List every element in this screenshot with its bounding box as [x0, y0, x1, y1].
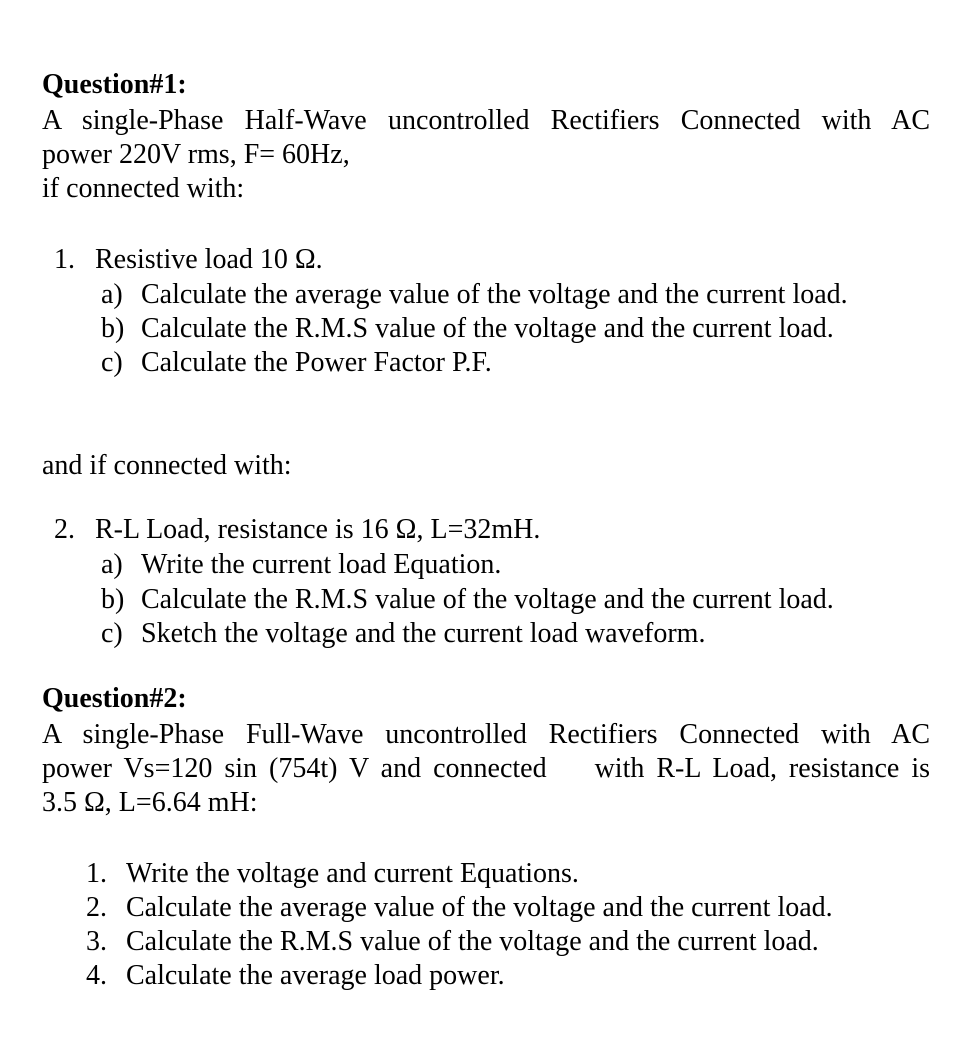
- question2-intro: [42, 718, 930, 820]
- list-marker: a): [101, 279, 123, 310]
- list-marker: b): [101, 313, 125, 344]
- question2-heading: Question#2:: [42, 683, 187, 714]
- list-marker: c): [101, 618, 123, 649]
- list-item-text: Resistive load 10 Ω.: [95, 244, 323, 275]
- list-marker: 3.: [86, 926, 107, 957]
- question2-intro-line1: A single-Phase Full-Wave uncontrolled Rectifiers Connected with AC: [42, 719, 930, 750]
- list-item-text: Calculate the average load power.: [126, 960, 505, 991]
- list-marker: c): [101, 347, 123, 378]
- list-item-text: Write the voltage and current Equations.: [126, 858, 579, 889]
- list-marker: 1.: [54, 244, 75, 275]
- list-marker: b): [101, 584, 125, 615]
- list-marker: a): [101, 549, 123, 580]
- list-item-text: Sketch the voltage and the current load waveform.: [141, 618, 706, 649]
- question1-intro: [42, 104, 930, 206]
- list-item-text: Calculate the R.M.S value of the voltage and the current load.: [126, 926, 819, 957]
- list-marker: 4.: [86, 960, 107, 991]
- question1-heading: Question#1:: [42, 69, 187, 100]
- list-item-text: Calculate the average value of the voltage and the current load.: [126, 892, 833, 923]
- question1-intro-line1: A single-Phase Half-Wave uncontrolled Rectifiers Connected with AC: [42, 105, 930, 136]
- list-item-text: Calculate the Power Factor P.F.: [141, 347, 492, 378]
- list-item-text: Write the current load Equation.: [141, 549, 502, 580]
- question2-intro-line2: power Vs=120 sin (754t) V and connected with R-L Load, resistance is: [42, 753, 930, 784]
- list-marker: 2.: [54, 514, 75, 545]
- question2-intro-line3: 3.5 Ω, L=6.64 mH:: [42, 787, 258, 818]
- list-marker: 1.: [86, 858, 107, 889]
- list-item-text: Calculate the R.M.S value of the voltage and the current load.: [141, 313, 834, 344]
- list-item-text: Calculate the R.M.S value of the voltage and the current load.: [141, 584, 834, 615]
- question1-intro-line2: power 220V rms, F= 60Hz,: [42, 139, 350, 170]
- question1-connector: and if connected with:: [42, 450, 292, 481]
- list-marker: 2.: [86, 892, 107, 923]
- question1-intro-line3: if connected with:: [42, 173, 245, 204]
- list-item-text: R-L Load, resistance is 16 Ω, L=32mH.: [95, 514, 541, 545]
- list-item-text: Calculate the average value of the voltage and the current load.: [141, 279, 848, 310]
